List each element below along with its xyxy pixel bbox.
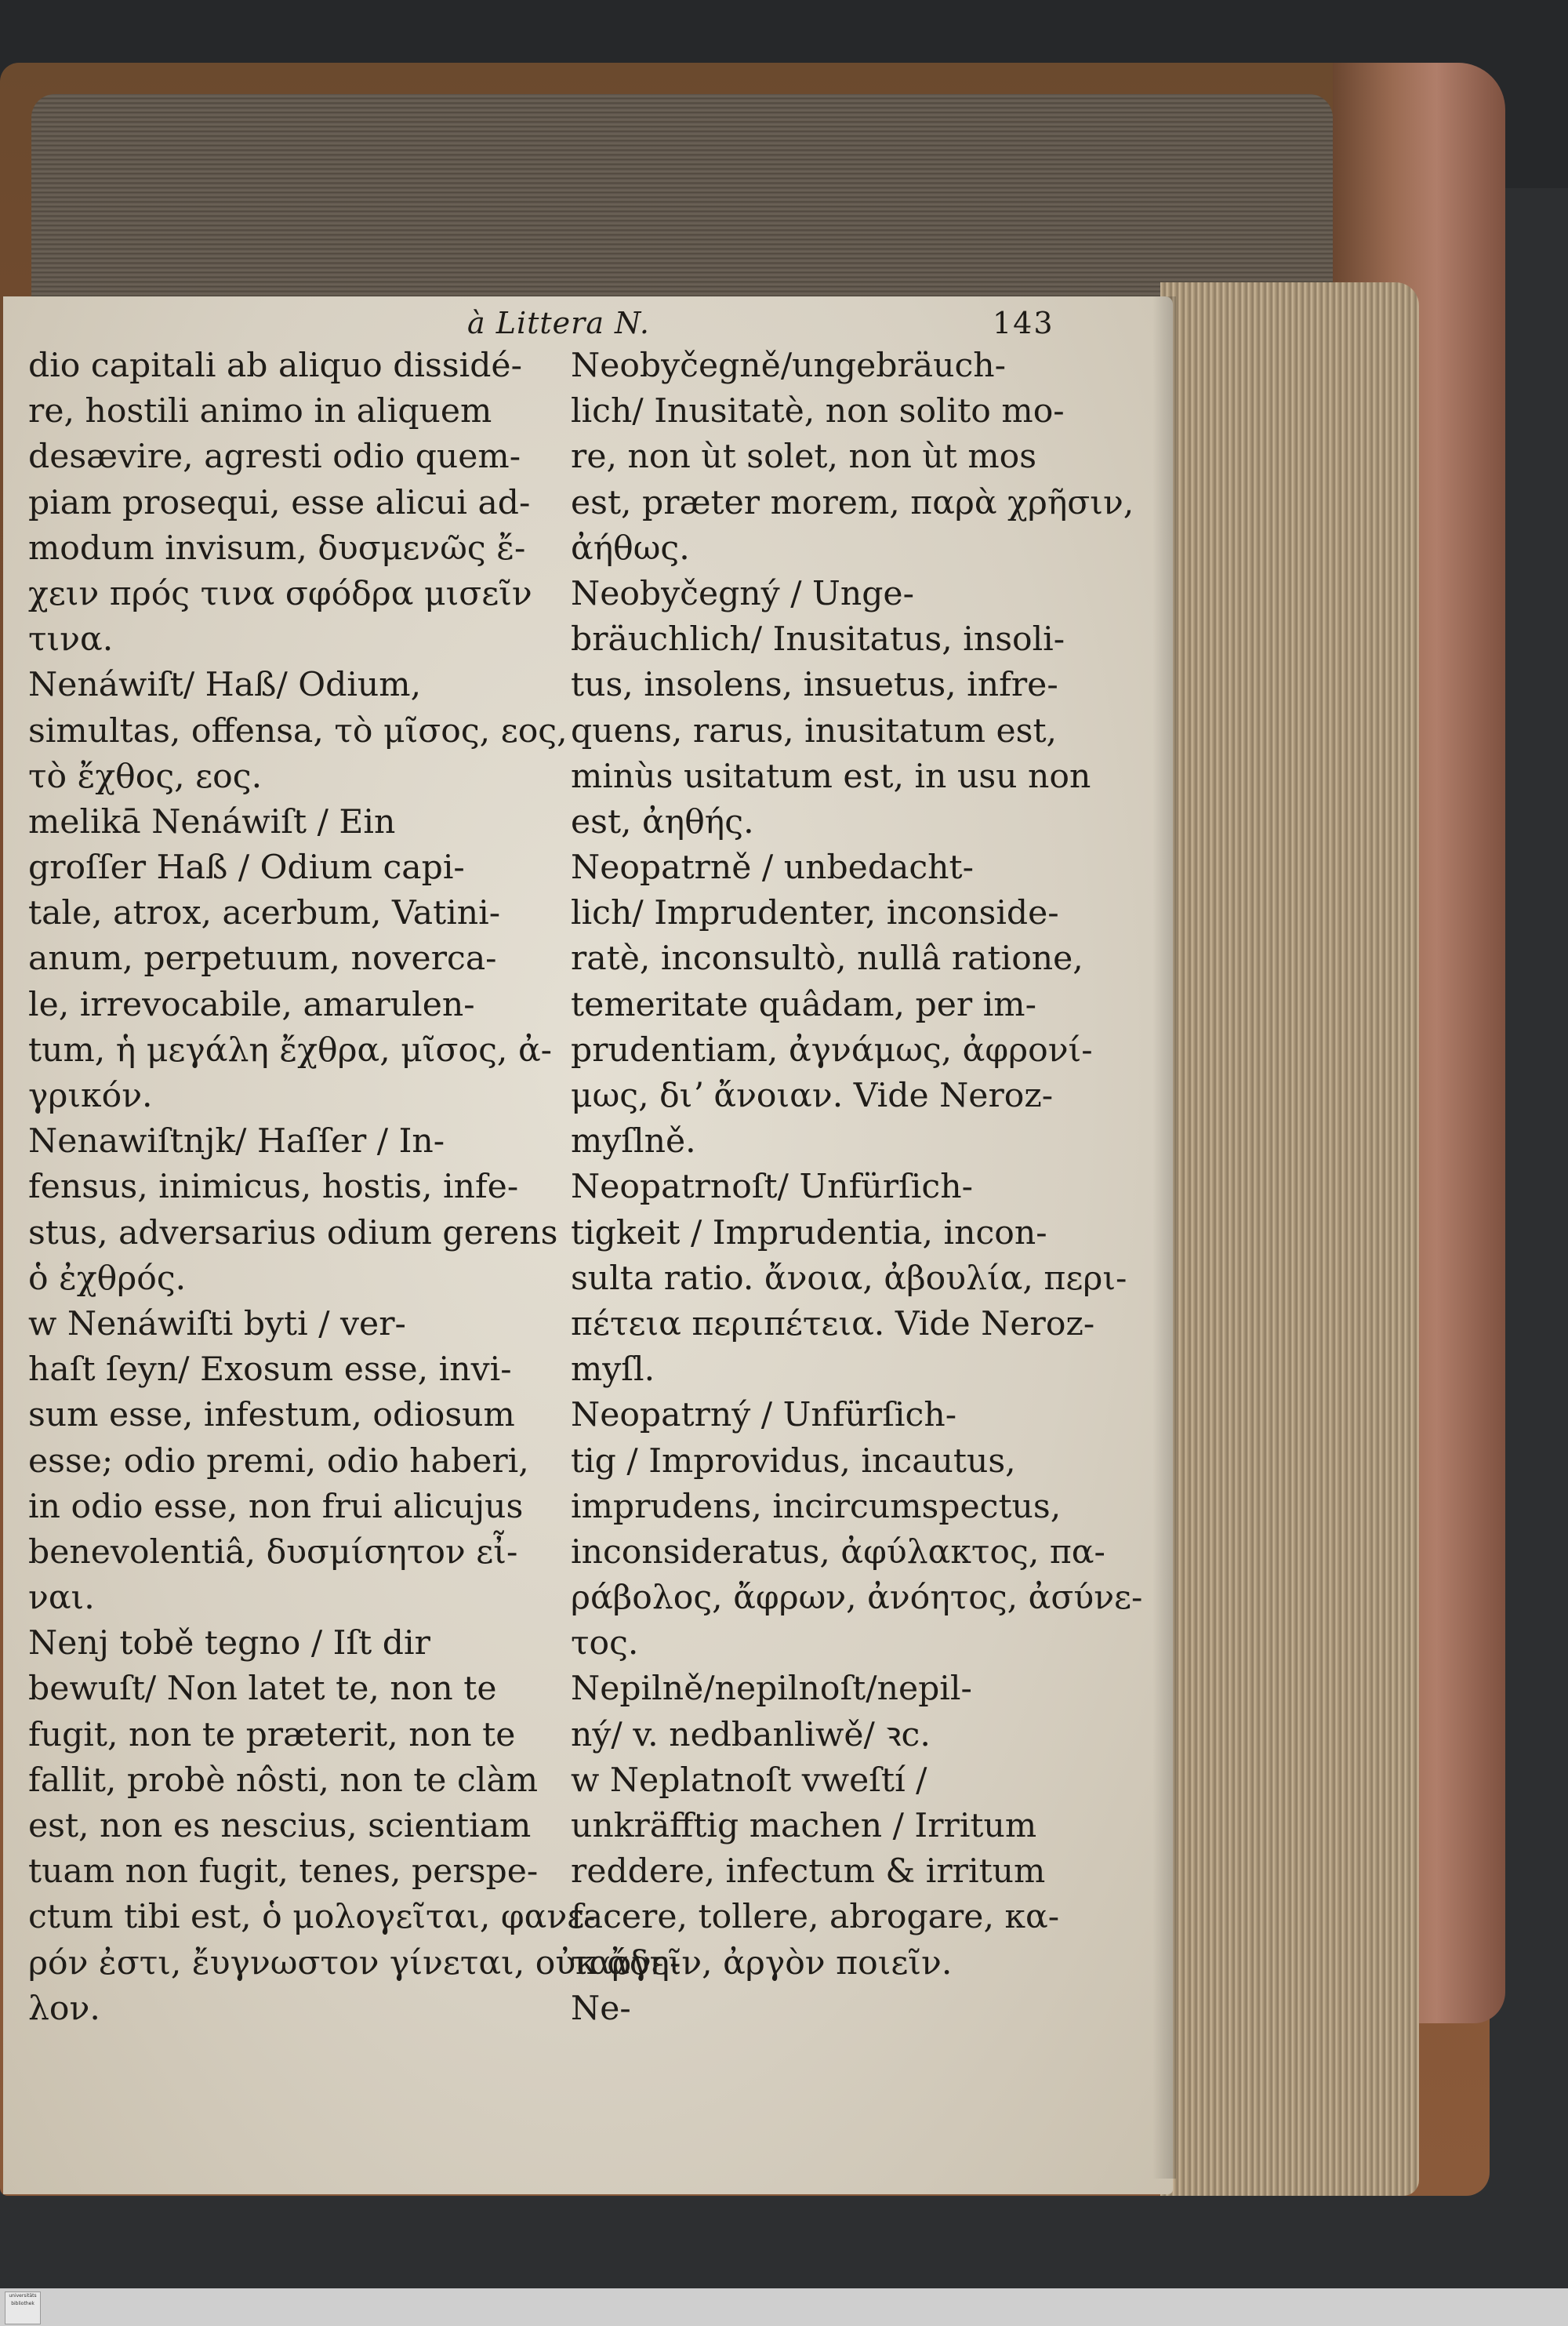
- text-line: bräuchlich/ Inusitatus, insoli-: [571, 620, 1065, 660]
- text-line: facere, tollere, abrogare, κα-: [571, 1898, 1060, 1937]
- page-stack-top-edge: [31, 94, 1333, 306]
- text-line: χειν πρός τινα σφόδρα μισεῖν: [28, 574, 532, 613]
- text-line: Neopatrný / Unfürſich-: [571, 1396, 957, 1435]
- text-line: desævire, agresti odio quem-: [28, 438, 521, 477]
- text-line: modum invisum, δυσμενῶς ἔ-: [28, 529, 526, 568]
- page-stack-fore-edge: [1160, 282, 1419, 2196]
- text-line: in odio esse, non frui alicujus: [28, 1487, 524, 1526]
- text-line: μως, διʼ ἄνοιαν. Vide Neroz-: [571, 1077, 1054, 1115]
- text-line: dio capitali ab aliquo dissidé-: [28, 347, 522, 385]
- text-line: ράβολος, ἄφρων, ἀνόητος, ἀσύνε-: [571, 1579, 1143, 1618]
- text-line: tus, insolens, insuetus, infre-: [571, 666, 1058, 705]
- text-line: fensus, inimicus, hostis, infe-: [28, 1168, 519, 1207]
- text-line: lich/ Inusitatè, non solito mo-: [571, 392, 1065, 431]
- text-line: ctum tibi est, ὁ μολογεῖται, φανε-: [28, 1898, 596, 1937]
- text-line: est, non es nescius, scientiam: [28, 1807, 532, 1845]
- text-line: ρόν ἐστι, ἔυγνωστον γίνεται, οὐκ ἄδη-: [28, 1943, 681, 1983]
- text-line: ἀήθως.: [571, 529, 690, 568]
- text-line: unkräfftig machen / Irritum: [571, 1807, 1037, 1845]
- text-line: tale, atrox, acerbum, Vatini-: [28, 894, 501, 933]
- text-line: est, præter morem, παρὰ χρῆσιν,: [571, 483, 1134, 522]
- text-line: Nenj tobě tegno / Iſt dir: [28, 1624, 430, 1663]
- text-line: est, ἀηθής.: [571, 802, 754, 841]
- text-line: esse; odio premi, odio haberi,: [28, 1441, 529, 1481]
- text-line: benevolentiâ, δυσμίσητον εἶ-: [28, 1532, 518, 1572]
- text-line: melikā Nenáwiſt / Ein: [28, 802, 396, 841]
- text-line: haſt ſeyn/ Exosum esse, invi-: [28, 1350, 512, 1390]
- running-head-title: à Littera N.: [467, 306, 650, 340]
- text-line: le, irrevocabile, amarulen-: [28, 985, 475, 1024]
- text-line: w Nenáwiſti byti / ver-: [28, 1304, 406, 1343]
- page-number: 143: [993, 306, 1054, 340]
- text-line: Neobyčegně/ungebräuch-: [571, 347, 1007, 385]
- text-line: prudentiam, ἀγνάμως, ἀφρονί-: [571, 1030, 1093, 1070]
- text-line: quens, rarus, inusitatum est,: [571, 711, 1058, 750]
- page-text: [28, 304, 1143, 2061]
- text-line: imprudens, incircumspectus,: [571, 1487, 1062, 1526]
- library-logo-text: universitäts bibliothek: [9, 2293, 37, 2306]
- text-line: fugit, non te præterit, non te: [28, 1715, 516, 1754]
- text-line: τινα.: [28, 620, 114, 660]
- text-line: fallit, probè nôsti, non te clàm: [28, 1761, 538, 1800]
- text-line: ný/ v. nedbanliwě/ ꝛc.: [571, 1715, 931, 1754]
- text-line: Neobyčegný / Unge-: [571, 574, 914, 613]
- page-shadow: [1152, 296, 1176, 2179]
- text-line: λον.: [28, 1989, 100, 2028]
- text-line: temeritate quâdam, per im-: [571, 985, 1036, 1024]
- text-line: w Neplatnoſt vweſtí /: [571, 1761, 927, 1800]
- text-line: re, non ùt solet, non ùt mos: [571, 438, 1037, 477]
- text-line: γρικόν.: [28, 1077, 153, 1115]
- text-line: Nenawiſtnjk/ Haſſer / In-: [28, 1122, 445, 1161]
- scanner-footer-bar: [0, 2288, 1568, 2326]
- text-line: tuam non fugit, tenes, perspe-: [28, 1852, 539, 1892]
- text-line: Neopatrnoſt/ Unfürſich-: [571, 1168, 973, 1207]
- text-line: πέτεια περιπέτεια. Vide Neroz-: [571, 1304, 1095, 1343]
- right-column: [571, 343, 1143, 2032]
- text-line: anum, perpetuum, noverca-: [28, 939, 497, 979]
- text-line: myſlně.: [571, 1122, 696, 1161]
- text-line: Ne-: [571, 1989, 631, 2028]
- text-line: bewuſt/ Non latet te, non te: [28, 1670, 497, 1709]
- text-line: tum, ἡ μεγάλη ἔχθρα, μῖσος, ἀ-: [28, 1030, 553, 1070]
- library-logo: [5, 2291, 41, 2324]
- running-head: [28, 304, 1094, 347]
- text-line: sulta ratio. ἄνοια, ἀβουλία, περι-: [571, 1259, 1127, 1298]
- text-line: Nepilně/nepilnoſt/nepil-: [571, 1670, 972, 1709]
- text-line: myſl.: [571, 1350, 655, 1390]
- text-line: tig / Improvidus, incautus,: [571, 1441, 1016, 1481]
- text-line: Nenáwiſt/ Haß/ Odium,: [28, 666, 422, 705]
- text-line: Neopatrně / unbedacht-: [571, 849, 974, 888]
- text-line: minùs usitatum est, in usu non: [571, 757, 1091, 796]
- text-line: τος.: [571, 1624, 639, 1663]
- text-line: reddere, infectum & irritum: [571, 1852, 1046, 1892]
- text-line: stus, adversarius odium gerens: [28, 1213, 558, 1252]
- text-line: lich/ Imprudenter, inconside-: [571, 894, 1059, 933]
- text-line: tigkeit / Imprudentia, incon-: [571, 1213, 1047, 1252]
- text-line: inconsideratus, ἀφύλακτος, πα-: [571, 1532, 1105, 1572]
- text-line: simultas, offensa, τὸ μῖσος, εος,: [28, 711, 568, 750]
- text-line: τὸ ἔχθος, εος.: [28, 757, 263, 796]
- text-line: ταργεῖν, ἀργὸν ποιεῖν.: [571, 1943, 953, 1983]
- text-line: sum esse, infestum, odiosum: [28, 1396, 515, 1435]
- text-line: ὁ ἐχθρός.: [28, 1259, 187, 1298]
- text-line: ναι.: [28, 1579, 95, 1618]
- text-line: piam prosequi, esse alicui ad-: [28, 483, 531, 522]
- text-line: groſſer Haß / Odium capi-: [28, 849, 465, 888]
- text-line: re, hostili animo in aliquem: [28, 392, 492, 431]
- text-line: ratè, inconsultò, nullâ ratione,: [571, 939, 1083, 979]
